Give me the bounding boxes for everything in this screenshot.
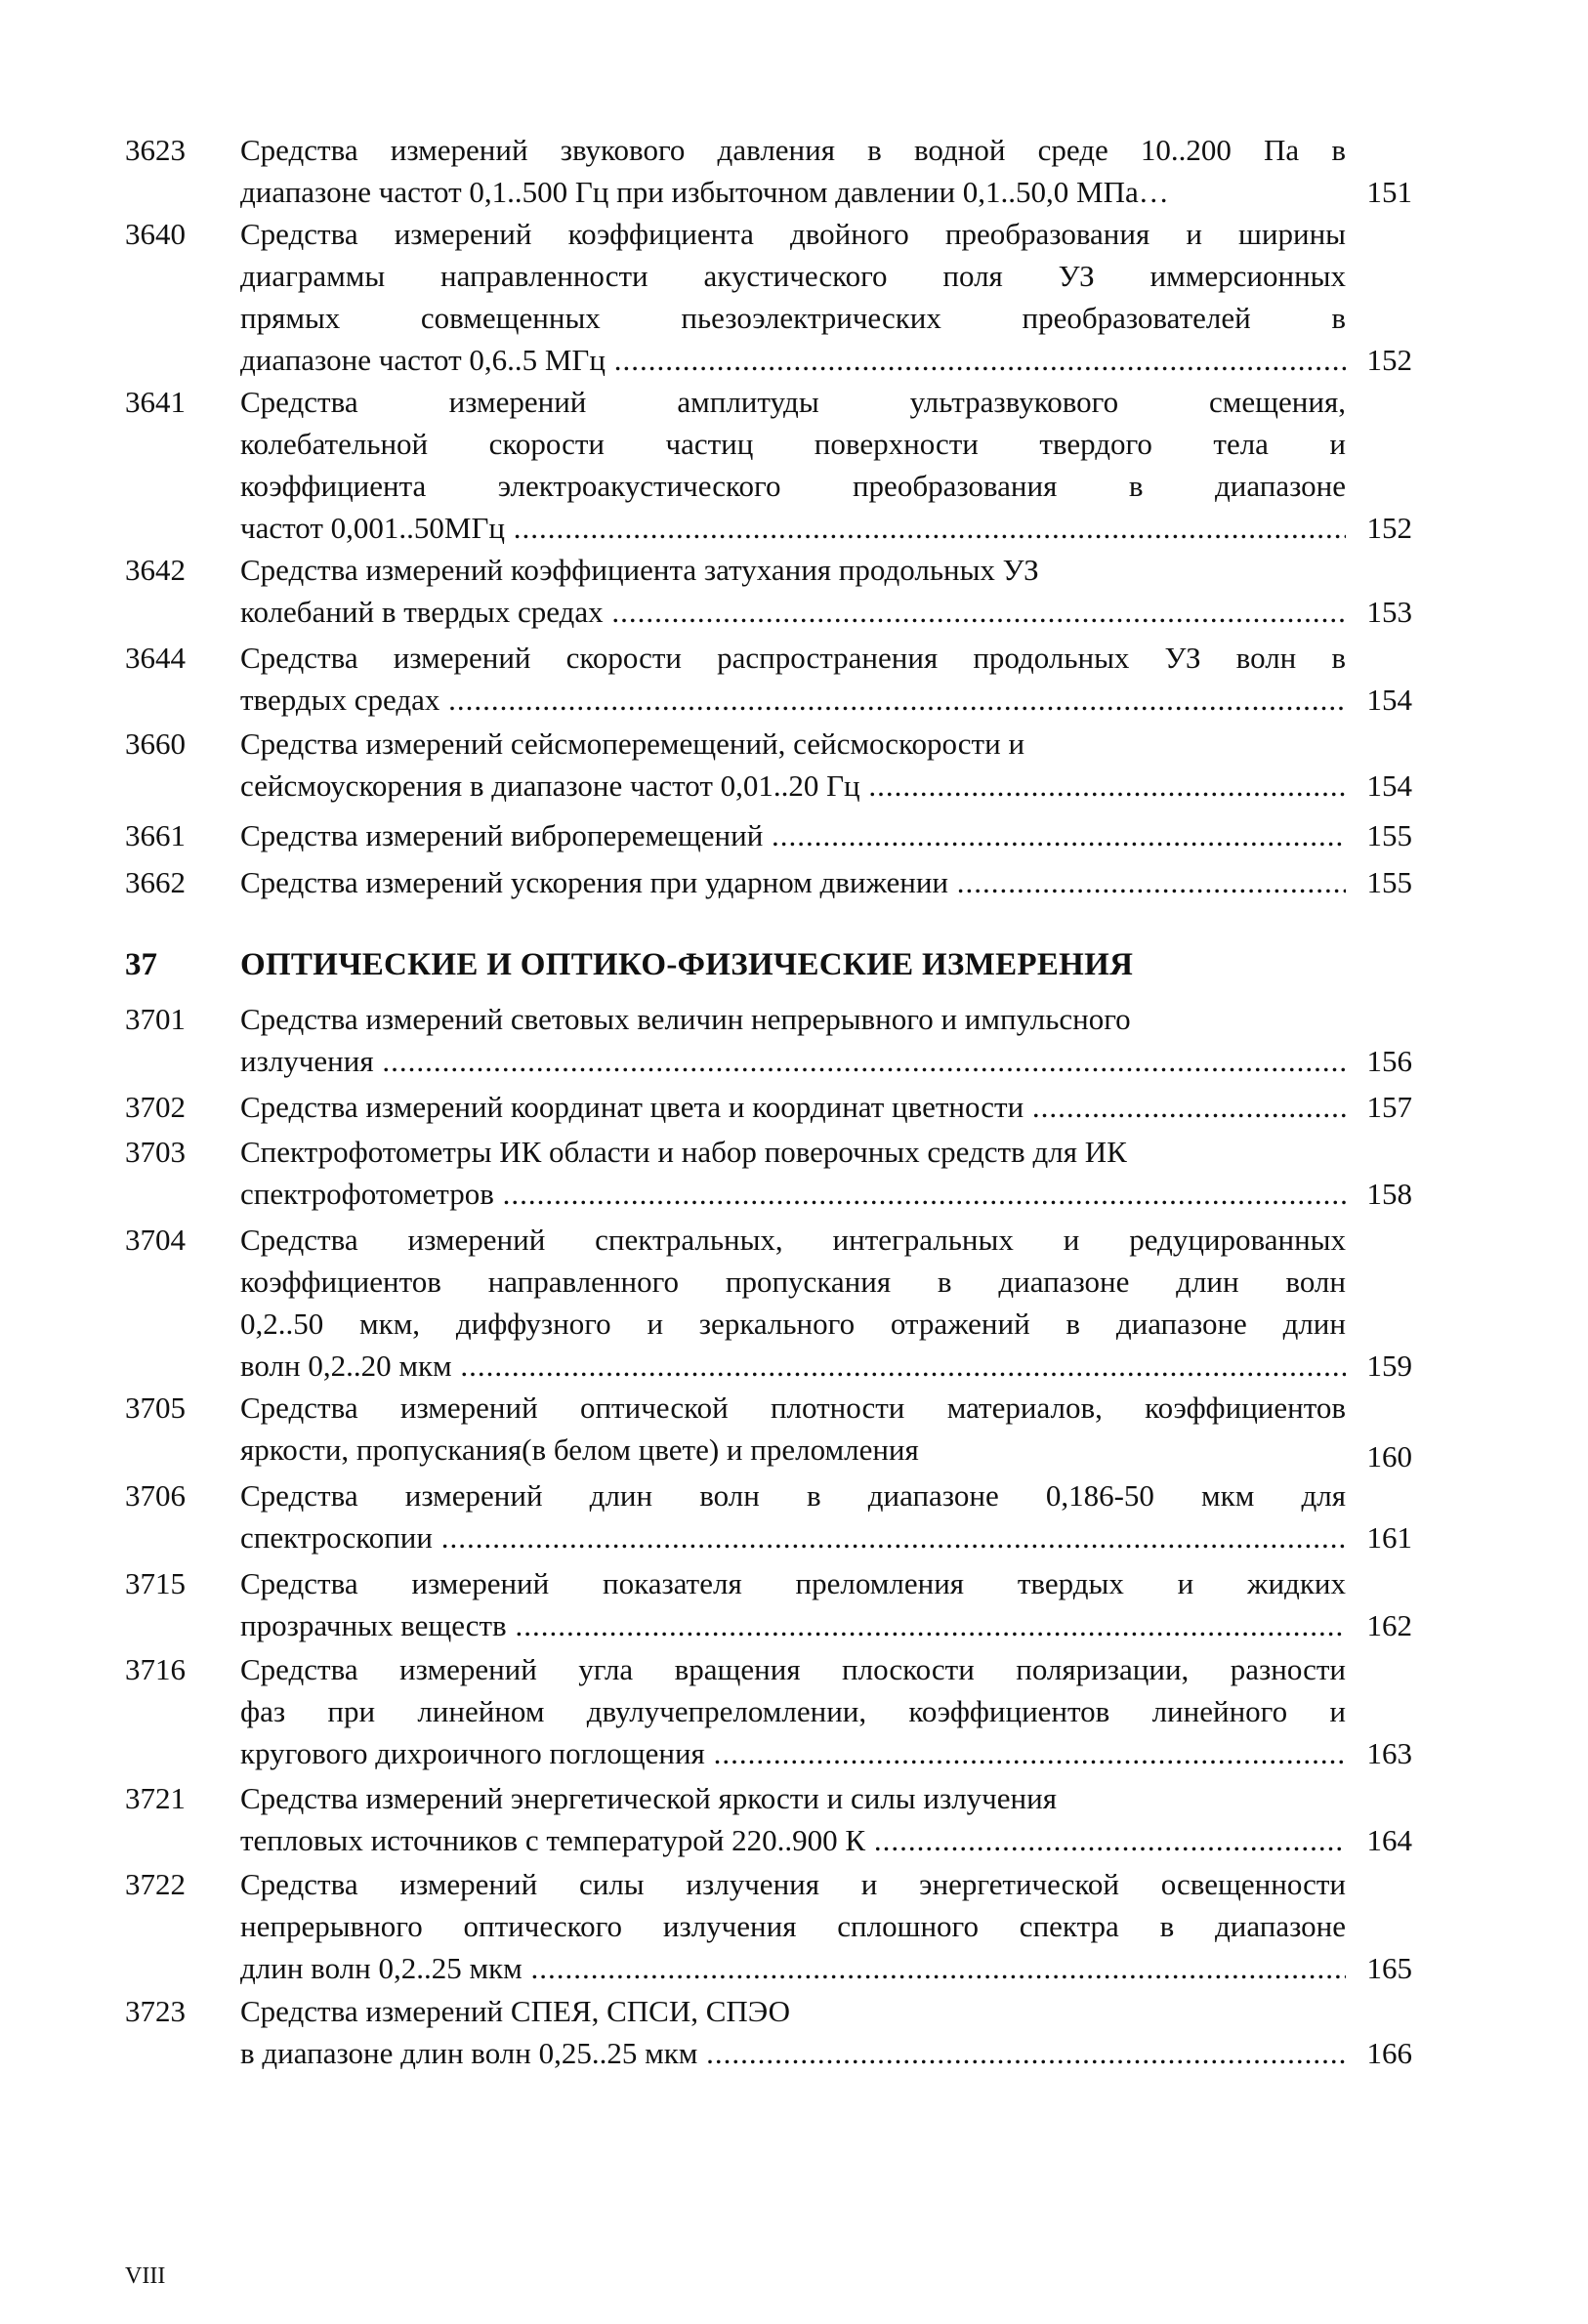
entry-line: Средства измерений коэффициента затухания продольных УЗ bbox=[240, 553, 1039, 587]
entry-line: Средства измерений спектральных, интегральных и редуцированных bbox=[240, 1223, 1346, 1257]
entry-line: Средства измерений СПЕЯ, СПСИ, СПЭО bbox=[240, 1994, 790, 2028]
entry-code: 3701 bbox=[125, 1002, 186, 1036]
entry-line: Средства измерений оптической плотности материалов, коэффициентов bbox=[240, 1390, 1346, 1425]
entry-line: излучения ..... bbox=[240, 1040, 1346, 1082]
entry-line: Средства измерений коэффициента двойного преобразования и ширины bbox=[240, 217, 1346, 251]
entry-line: Спектрофотометры ИК области и набор поверочных средств для ИК bbox=[240, 1135, 1127, 1169]
entry-page-number: 154 bbox=[1366, 683, 1412, 717]
entry-line: диапазоне частот 0,6..5 МГц ..... bbox=[240, 339, 1346, 381]
entry-line: Средства измерений сейсмоперемещений, сейсмоскорости и bbox=[240, 726, 1025, 761]
entry-text bbox=[240, 1562, 1346, 1646]
entry-code: 3704 bbox=[125, 1223, 186, 1257]
entry-line: Средства измерений угла вращения плоскости поляризации, разности bbox=[240, 1652, 1346, 1686]
toc-entry-3644 bbox=[125, 637, 1412, 721]
entry-text bbox=[240, 1863, 1346, 1989]
entry-page-number: 158 bbox=[1366, 1177, 1412, 1211]
entry-page-number: 152 bbox=[1366, 343, 1412, 377]
entry-page-number: 151 bbox=[1366, 175, 1412, 209]
entry-code: 3702 bbox=[125, 1090, 186, 1124]
entry-page-number: 156 bbox=[1366, 1044, 1412, 1078]
toc-entry-3716 bbox=[125, 1648, 1412, 1774]
entry-code: 3662 bbox=[125, 865, 186, 899]
entry-line: Средства измерений скорости распространения продольных УЗ волн в bbox=[240, 641, 1346, 675]
entry-line: Средства измерений виброперемещений ..... bbox=[240, 814, 1346, 856]
entry-line: волн 0,2..20 мкм ..... bbox=[240, 1345, 1346, 1387]
entry-line: сейсмоускорения в диапазоне частот 0,01..20 Гц ..... bbox=[240, 765, 1346, 807]
entry-code: 3703 bbox=[125, 1135, 186, 1169]
entry-line: длин волн 0,2..25 мкм ..... bbox=[240, 1947, 1346, 1989]
entry-code: 3721 bbox=[125, 1781, 186, 1815]
toc-entry-3703 bbox=[125, 1131, 1412, 1215]
entry-line: диапазоне частот 0,1..500 Гц при избыточном давлении 0,1..50,0 МПа… bbox=[240, 175, 1169, 209]
entry-page-number: 159 bbox=[1366, 1349, 1412, 1383]
entry-page-number: 162 bbox=[1366, 1608, 1412, 1642]
entry-line: частот 0,001..50МГц ..... bbox=[240, 507, 1346, 549]
entry-text bbox=[240, 1474, 1346, 1558]
toc-entry-3721 bbox=[125, 1777, 1412, 1861]
entry-line: Средства измерений амплитуды ультразвукового смещения, bbox=[240, 385, 1346, 419]
entry-code: 3716 bbox=[125, 1652, 186, 1686]
entry-page-number: 165 bbox=[1366, 1951, 1412, 1985]
toc-entry-3723 bbox=[125, 1990, 1412, 2074]
entry-text bbox=[240, 723, 1346, 807]
entry-page-number: 166 bbox=[1366, 2036, 1412, 2070]
toc-entry-3641 bbox=[125, 381, 1412, 549]
toc-entry-3662 bbox=[125, 861, 1412, 903]
toc-entry-3623 bbox=[125, 129, 1412, 213]
entry-text bbox=[240, 1086, 1346, 1128]
entry-text bbox=[240, 998, 1346, 1082]
entry-code: 3641 bbox=[125, 385, 186, 419]
entry-code: 3723 bbox=[125, 1994, 186, 2028]
toc-entry-3705 bbox=[125, 1387, 1412, 1474]
entry-text bbox=[240, 1777, 1346, 1861]
entry-line: колебательной скорости частиц поверхности твердого тела и bbox=[240, 427, 1346, 461]
entry-page-number: 157 bbox=[1366, 1090, 1412, 1124]
entry-line: тепловых источников с температурой 220..900 К ..... bbox=[240, 1819, 1346, 1861]
entry-code: 3722 bbox=[125, 1867, 186, 1901]
entry-page-number: 155 bbox=[1366, 865, 1412, 899]
entry-page-number: 161 bbox=[1366, 1520, 1412, 1555]
entry-line: Средства измерений энергетической яркости и силы излучения bbox=[240, 1781, 1057, 1815]
entry-line: Средства измерений длин волн в диапазоне 0,186-50 мкм для bbox=[240, 1478, 1346, 1513]
entry-line: коэффициента электроакустического преобразования в диапазоне bbox=[240, 469, 1346, 503]
entry-line: Средства измерений силы излучения и энергетической освещенности bbox=[240, 1867, 1346, 1901]
toc-entry-3660 bbox=[125, 723, 1412, 807]
toc-entry-3702 bbox=[125, 1086, 1412, 1128]
entry-code: 3661 bbox=[125, 818, 186, 852]
entry-line: непрерывного оптического излучения сплошного спектра в диапазоне bbox=[240, 1909, 1346, 1943]
entry-line: прямых совмещенных пьезоэлектрических преобразователей в bbox=[240, 301, 1346, 335]
toc-entry-3701 bbox=[125, 998, 1412, 1082]
entry-page-number: 155 bbox=[1366, 818, 1412, 852]
toc-entry-3640 bbox=[125, 213, 1412, 381]
entry-line: спектроскопии ..... bbox=[240, 1516, 1346, 1558]
entry-line: яркости, пропускания(в белом цвете) и преломления bbox=[240, 1432, 919, 1467]
toc-entry-3722 bbox=[125, 1863, 1412, 1989]
entry-line: Средства измерений звукового давления в водной среде 10..200 Па в bbox=[240, 133, 1346, 167]
entry-text bbox=[240, 1387, 1346, 1471]
entry-page-number: 152 bbox=[1366, 511, 1412, 545]
entry-page-number: 164 bbox=[1366, 1823, 1412, 1857]
entry-text bbox=[240, 1219, 1346, 1387]
entry-line: прозрачных веществ ..... bbox=[240, 1604, 1346, 1646]
entry-text bbox=[240, 1990, 1346, 2074]
entry-code: 3623 bbox=[125, 133, 186, 167]
section-title: ОПТИЧЕСКИЕ И ОПТИКО-ФИЗИЧЕСКИЕ ИЗМЕРЕНИЯ bbox=[240, 947, 1134, 982]
entry-code: 3705 bbox=[125, 1390, 186, 1425]
entry-code: 3706 bbox=[125, 1478, 186, 1513]
entry-line: кругового дихроичного поглощения ..... bbox=[240, 1732, 1346, 1774]
entry-code: 3642 bbox=[125, 553, 186, 587]
entry-line: коэффициентов направленного пропускания в диапазоне длин волн bbox=[240, 1265, 1346, 1299]
entry-text bbox=[240, 1131, 1346, 1215]
entry-code: 3640 bbox=[125, 217, 186, 251]
toc-entry-3715 bbox=[125, 1562, 1412, 1646]
entry-line: Средства измерений показателя преломления твердых и жидких bbox=[240, 1566, 1346, 1600]
entry-code: 3660 bbox=[125, 726, 186, 761]
entry-text bbox=[240, 549, 1346, 633]
entry-text bbox=[240, 1648, 1346, 1774]
entry-line: фаз при линейном двулучепреломлении, коэффициентов линейного и bbox=[240, 1694, 1346, 1728]
toc-entry-3642 bbox=[125, 549, 1412, 633]
entry-page-number: 153 bbox=[1366, 595, 1412, 629]
entry-code: 3715 bbox=[125, 1566, 186, 1600]
entry-page-number: 154 bbox=[1366, 768, 1412, 803]
entry-text bbox=[240, 213, 1346, 381]
entry-line: спектрофотометров ..... bbox=[240, 1173, 1346, 1215]
entry-code: 3644 bbox=[125, 641, 186, 675]
toc-entry-3661 bbox=[125, 814, 1412, 856]
toc-entry-3706 bbox=[125, 1474, 1412, 1558]
entry-text bbox=[240, 861, 1346, 903]
page-folio: VIII bbox=[125, 2263, 166, 2289]
entry-text bbox=[240, 381, 1346, 549]
entry-text bbox=[240, 814, 1346, 856]
toc-entry-3704 bbox=[125, 1219, 1412, 1387]
entry-page-number: 160 bbox=[1366, 1439, 1412, 1473]
entry-line: твердых средах ..... bbox=[240, 679, 1346, 721]
entry-line: Средства измерений координат цвета и координат цветности ..... bbox=[240, 1086, 1346, 1128]
entry-line: 0,2..50 мкм, диффузного и зеркального отражений в диапазоне длин bbox=[240, 1307, 1346, 1341]
entry-line: колебаний в твердых средах ..... bbox=[240, 591, 1346, 633]
entry-page-number: 163 bbox=[1366, 1736, 1412, 1770]
entry-line: в диапазоне длин волн 0,25..25 мкм ..... bbox=[240, 2032, 1346, 2074]
section-number: 37 bbox=[125, 947, 157, 982]
entry-text bbox=[240, 637, 1346, 721]
entry-line: Средства измерений ускорения при ударном движении ..... bbox=[240, 861, 1346, 903]
entry-line: Средства измерений световых величин непрерывного и импульсного bbox=[240, 1002, 1131, 1036]
entry-line: диаграммы направленности акустического поля УЗ иммерсионных bbox=[240, 259, 1346, 293]
entry-text bbox=[240, 129, 1346, 213]
